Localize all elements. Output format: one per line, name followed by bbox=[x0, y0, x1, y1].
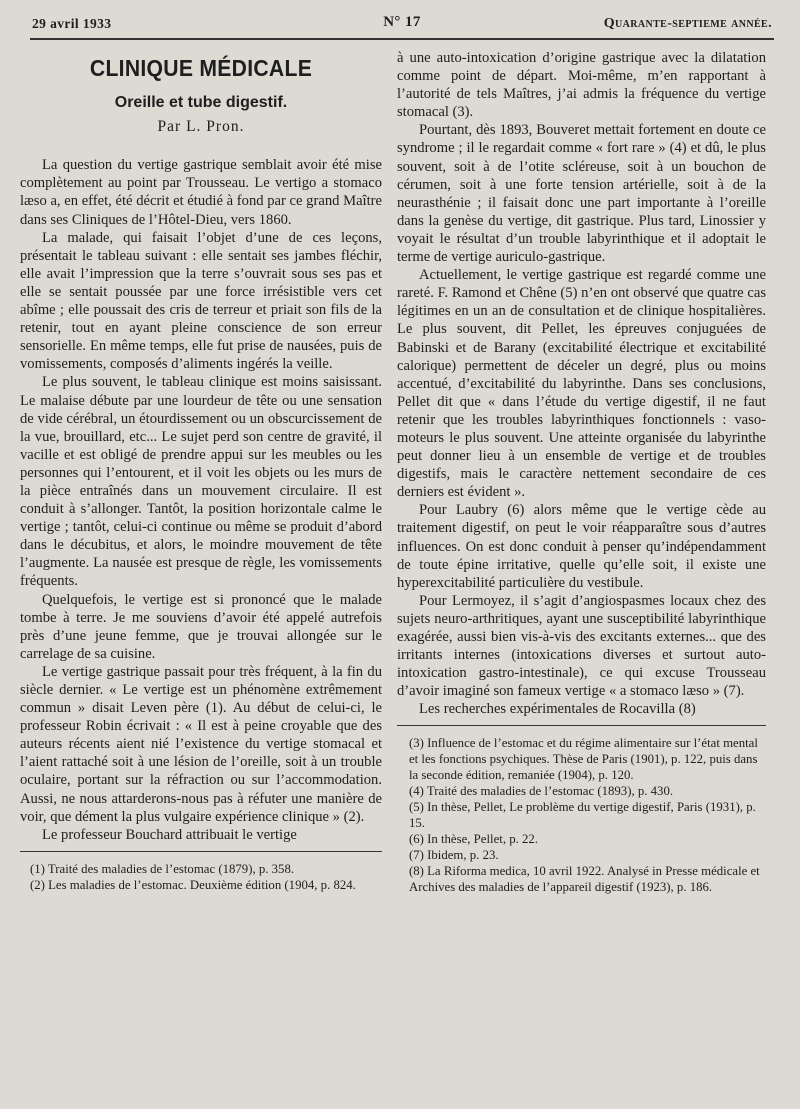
paragraph: Pourtant, dès 1893, Bouveret mettait fortement en doute ce syndrome ; il le regardait comme « fort rare » (4) et dû, le plus souvent, soit à de l’otite scléreuse, soit à un bouchon de cérumen, soit à une forte tension artérielle, soit à de la neurasthénie ; il faisait donc une part importante à l’oreille dans la genèse du vertige, dit gastrique. Plus tard, Linossier y voyait le résultat d’un trouble labyrinthique et il adoptait le terme de vertige auriculo-gastrique. bbox=[397, 122, 766, 266]
issue-date: 29 avril 1933 bbox=[32, 16, 112, 31]
paragraph: Quelquefois, le vertige est si prononcé que le malade tombe à terre. Je me souviens d’avoir été appelé autrefois près d’une jeune femme, que je trouvai allongée sur le carrelage de sa cuisine. bbox=[20, 591, 382, 662]
right-footnotes bbox=[397, 735, 766, 895]
paragraph: Actuellement, le vertige gastrique est regardé comme une rareté. F. Ramond et Chêne (5) n’en ont observé que quatre cas légitimes en un an de consultation et de clinique hospitalières. Le plus souvent, dit Pellet, les épreuves conjuguées de Babinski et de Barany (excitabilité électrique et excitabilité calorique) permettent de déceler un degré, plus ou moins accentué, d’excitabilité du labyrinthe. Dans ses conclusions, Pellet dit que « dans l’étude du vertige digestif, il ne faut retenir que les troubles labyrinthiques fonctionnels : vaso-moteurs le plus souvent. Une atteinte organisée du labyrinthe peut donner lieu à un ensemble de vertige et de troubles digestifs, mais le caractère nettement secondaire de ces derniers est évident ». bbox=[397, 267, 766, 501]
paragraph: Le plus souvent, le tableau clinique est moins saisissant. Le malaise débute par une lourdeur de tête ou une sensation de vide cérébral, un étourdissement ou un obscurcissement de la vue, brouillard, etc... Le sujet perd son centre de gravité, il vacille et est obligé de prendre appui sur les meubles ou les personnes qui l’entourent, et il voit les objets ou les murs de la pièce entraînés dans un mouvement circulaire. Il est conduit à s’allonger. Tantôt, la position horizontale calme le vertige ; tantôt, celui-ci continue ou même se produit d’abord dans le décubitus, et alors, le moindre mouvement de tête l’augmente. La nausée est presque de règle, les vomissements fréquents. bbox=[20, 374, 382, 590]
footnote: (1) Traité des maladies de l’estomac (1879), p. 358. bbox=[30, 861, 295, 876]
right-column bbox=[397, 49, 766, 895]
paragraph: Le vertige gastrique passait pour très fréquent, à la fin du siècle dernier. « Le vertige est un phénomène extrêmement commun » disait Leven père (1). Au début de celui-ci, le professeur Robin écrivait : « Il est à peine croyable que des auteurs récents aient nié l’existence du vertige stomacal et l’aient rattaché soit à une lésion de l’oreille, soit à un trouble oculaire, portant sur la réfraction ou sur l’accommodation. Aussi, ne nous attarderons-nous pas à réfuter une manière de voir, que dément la plus vulgaire expérience clinique » (2). bbox=[20, 663, 382, 825]
running-header bbox=[32, 14, 772, 36]
footnote: (6) In thèse, Pellet, p. 22. bbox=[409, 832, 539, 847]
footnote: (3) Influence de l’estomac et du régime alimentaire sur l’état mental et les fonctions psychiques. Thèse de Paris (1901), p. 122, puis dans la seconde édition, remaniée (1904), p. 120. bbox=[409, 736, 758, 783]
article-title: Oreille et tube digestif. bbox=[114, 94, 288, 112]
paragraph: Pour Laubry (6) alors même que le vertige cède au traitement digestif, on peut le voir réapparaître sous d’autres influences. On est donc conduit à penser qu’indépendamment de toute épine irritative, quelle qu’elle soit, il existe une hyperexcitabilité particulière du vestibule. bbox=[397, 502, 766, 591]
section-title: CLINIQUE MÉDICALE bbox=[89, 55, 313, 81]
article-byline: Par L. Pron. bbox=[157, 118, 245, 136]
paragraph: Le professeur Bouchard attribuait le vertige bbox=[42, 826, 297, 843]
footnote-separator bbox=[20, 851, 382, 852]
volume-year: Quarante-septieme année. bbox=[603, 16, 772, 31]
footnote: (7) Ibidem, p. 23. bbox=[409, 848, 499, 863]
paragraph: Pour Lermoyez, il s’agit d’angiospasmes locaux chez des sujets neuro-arthritiques, ayant une susceptibilité labyrinthique exagérée, aussi bien vis-à-vis des excitants externes... que des irritants internes (intoxications diverses et surtout auto-intoxication gastro-intestinale), ce qui excuse Trousseau d’avoir imaginé son fameux vertige « a stomaco læso » (7). bbox=[397, 592, 766, 700]
paragraph: à une auto-intoxication d’origine gastrique avec la dilatation comme point de départ. Moi-même, m’en rapportant à l’autorité de tels Maîtres, j’ai admis la fréquence du vertige stomacal (3). bbox=[397, 50, 766, 121]
paragraph: La question du vertige gastrique semblait avoir été mise complètement au point par Trousseau. Le vertigo a stomaco læso a, en effet, été décrit et étudié à fond par ce grand Maître dans ses Cliniques de l’Hôtel-Dieu, vers 1860. bbox=[20, 157, 382, 228]
issue-number: N° 17 bbox=[383, 14, 421, 30]
footnote: (8) La Riforma medica, 10 avril 1922. Analysé in Presse médicale et Archives des maladies de l’appareil digestif (1923), p. 186. bbox=[409, 864, 760, 895]
footnote-separator bbox=[397, 725, 766, 726]
left-footnotes bbox=[20, 861, 382, 893]
paragraph: La malade, qui faisait l’objet d’une de ces leçons, présentait le tableau suivant : elle sentait ses jambes fléchir, elle avait l’impression que la terre s’ouvrait sous ses pas et elle se sentait poussée par une force irrésistible vers cet abîme ; elle poussait des cris de terreur et priait son fils de la retenir, tout en ayant pleine conscience de son erreur sensorielle. En même temps, elle fut prise de nausées, puis de vomissements, composés d’aliments ingérés la veille. bbox=[20, 229, 382, 373]
footnote: (2) Les maladies de l’estomac. Deuxième édition (1904, p. 824. bbox=[30, 877, 356, 892]
footnote: (4) Traité des maladies de l’estomac (1893), p. 430. bbox=[409, 784, 674, 799]
footnote: (5) In thèse, Pellet, Le problème du vertige digestif, Paris (1931), p. 15. bbox=[409, 800, 756, 831]
header-rule bbox=[30, 38, 774, 40]
left-column bbox=[20, 49, 382, 893]
paragraph: Les recherches expérimentales de Rocavilla (8) bbox=[419, 701, 696, 718]
